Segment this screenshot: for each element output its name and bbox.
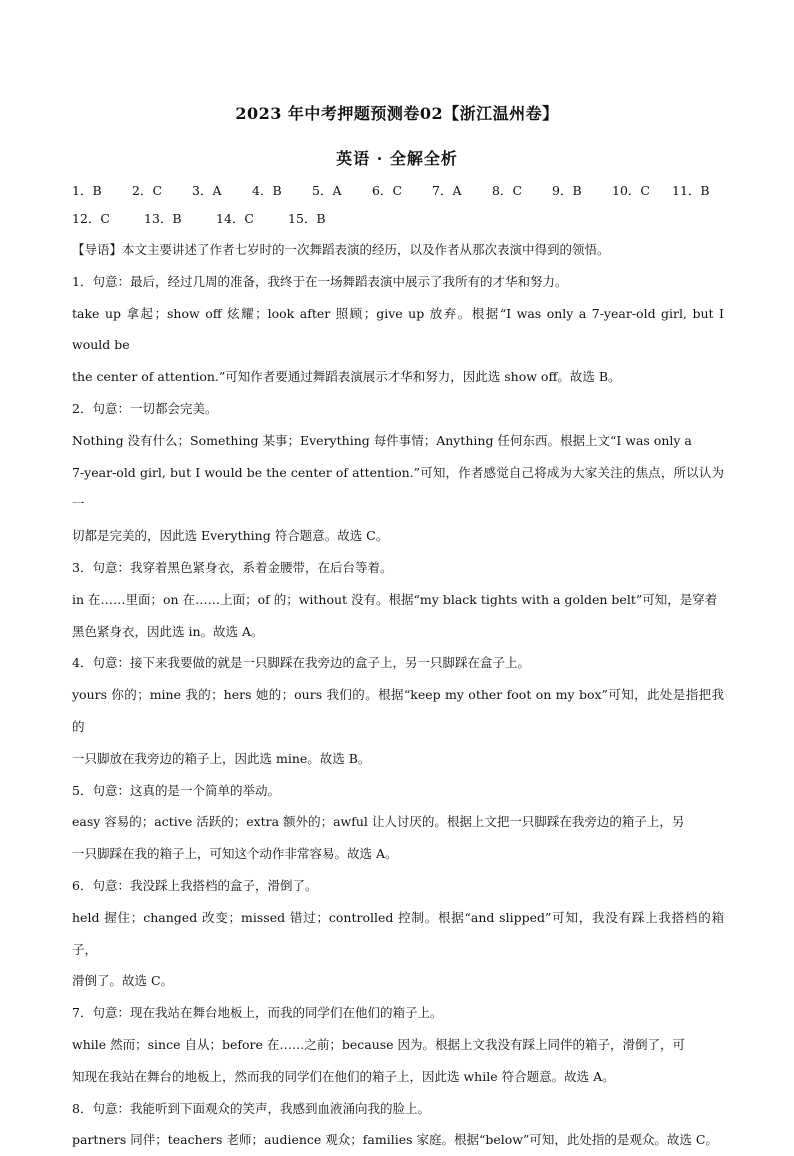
q5-explanation-line: 一只脚踩在我的箱子上，可知这个动作非常容易。故选 A。 [72, 846, 398, 862]
q6-explanation-line: held 握住；changed 改变；missed 错过；controlled 控制。根据“and slipped”可知，我没有踩上我搭档的箱子， [72, 909, 724, 957]
answer-item: 2．C [132, 183, 163, 198]
q7-meaning: 7．句意：现在我站在舞台地板上，而我的同学们在他们的箱子上。 [72, 1005, 443, 1021]
answer-key [72, 177, 732, 233]
answer-item: 10．C [612, 183, 650, 198]
q6-meaning: 6．句意：我没踩上我搭档的盒子，滑倒了。 [72, 877, 318, 893]
q4-explanation-line: yours 你的；mine 我的；hers 她的；ours 我们的。根据“keep my other foot on my box”可知，此处是指把我的 [72, 687, 724, 734]
answer-row [72, 205, 732, 233]
answer-item: 15．B [288, 211, 326, 226]
q2-explanation-line: 7-year-old girl, but I would be the center of attention.”可知，作者感觉自己将成为大家关注的焦点，所以认为一 [72, 464, 724, 512]
q6-explanation-line: 滑倒了。故选 C。 [72, 973, 174, 989]
q2-explanation-line: 切都是完美的，因此选 Everything 符合题意。故选 C。 [72, 528, 389, 544]
answer-item: 5．A [312, 183, 342, 198]
answer-item: 14．C [216, 211, 254, 226]
answer-item: 9．B [552, 183, 582, 198]
q3-meaning: 3．句意：我穿着黑色紧身衣，系着金腰带，在后台等着。 [72, 559, 393, 575]
answer-item: 13．B [144, 211, 182, 226]
q7-explanation-line: 知现在我站在舞台的地板上，然而我的同学们在他们的箱子上，因此选 while 符合题意。故选 A。 [72, 1068, 615, 1084]
q4-meaning: 4．句意：接下来我要做的就是一只脚踩在我旁边的盒子上，另一只脚踩在盒子上。 [72, 655, 530, 671]
explanation-body [72, 234, 724, 1156]
document-title: 2023 年中考押题预测卷02【浙江温州卷】 [235, 104, 559, 123]
answer-item: 12．C [72, 211, 110, 226]
q1-explanation-line: the center of attention.”可知作者要通过舞蹈表演展示才华和努力，因此选 show off。故选 B。 [72, 369, 621, 385]
q1-meaning: 1．句意：最后，经过几周的准备，我终于在一场舞蹈表演中展示了我所有的才华和努力。 [72, 273, 568, 289]
q2-meaning: 2．句意：一切都会完美。 [72, 400, 218, 416]
q2-explanation-line: Nothing 没有什么；Something 某事；Everything 每件事情；Anything 任何东西。根据上文“I was only a [72, 432, 692, 448]
q8-explanation-line: partners 同伴；teachers 老师；audience 观众；families 家庭。根据“below”可知，此处指的是观众。故选 C。 [72, 1132, 718, 1148]
document-subtitle: 英语 · 全解全析 [336, 149, 458, 168]
answer-row [72, 177, 732, 205]
q3-explanation-line: 黑色紧身衣，因此选 in。故选 A。 [72, 623, 264, 639]
q8-meaning: 8．句意：我能听到下面观众的笑声，我感到血液涌向我的脸上。 [72, 1100, 430, 1116]
answer-item: 7．A [432, 183, 462, 198]
q4-explanation-line: 一只脚放在我旁边的箱子上，因此选 mine。故选 B。 [72, 750, 371, 766]
answer-item: 3．A [192, 183, 222, 198]
answer-item: 4．B [252, 183, 282, 198]
q3-explanation-line: in 在……里面；on 在……上面；of 的；without 没有。根据“my black tights with a golden belt”可知，是穿着 [72, 591, 718, 607]
q1-explanation-line: take up 拿起；show off 炫耀；look after 照顾；give up 放弃。根据“I was only a 7-year-old girl, but I would be [72, 305, 724, 353]
q5-meaning: 5．句意：这真的是一个简单的举动。 [72, 782, 280, 798]
q7-explanation-line: while 然而；since 自从；before 在……之前；because 因为。根据上文我没有踩上同伴的箱子，滑倒了，可 [72, 1036, 686, 1052]
intro-paragraph: 【导语】本文主要讲述了作者七岁时的一次舞蹈表演的经历，以及作者从那次表演中得到的领悟。 [72, 242, 610, 257]
answer-item: 8．C [492, 183, 523, 198]
answer-item: 11．B [672, 183, 710, 198]
answer-item: 6．C [372, 183, 403, 198]
q5-explanation-line: easy 容易的；active 活跃的；extra 额外的；awful 让人讨厌的。根据上文把一只脚踩在我旁边的箱子上，另 [72, 814, 685, 830]
answer-item: 1．B [72, 183, 102, 198]
